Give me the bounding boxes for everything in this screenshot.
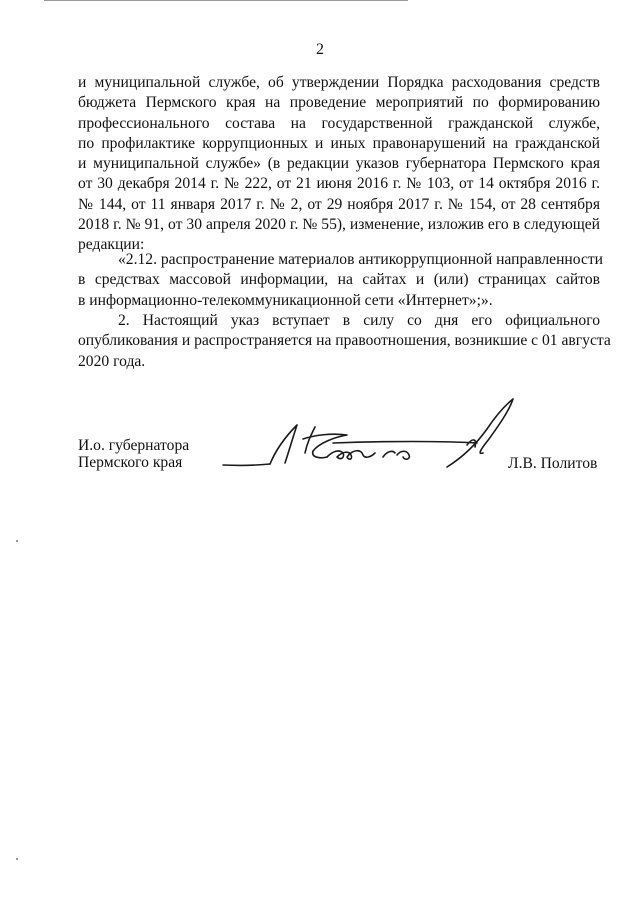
text-line: и муниципальной службе, об утверждении Порядка расходования средств	[78, 74, 600, 91]
text-line: редакции:	[78, 236, 145, 254]
text-line: 2. Настоящий указ вступает в силу со дня его официального	[118, 312, 600, 329]
position-line: И.о. губернатора	[78, 437, 190, 454]
signatory-position	[78, 437, 189, 471]
text-line: по профилактике коррупционных и иных правонарушений на гражданской	[78, 134, 600, 152]
text-line: от 30 декабря 2014 г. № 222, от 21 июня 2016 г. № 103, от 14 октября 2016 г.	[78, 175, 600, 193]
top-rule	[44, 0, 408, 1]
scan-artifact	[16, 540, 18, 542]
text-line: бюджета Пермского края на проведение мероприятий по формированию	[78, 94, 600, 112]
text-line: 2018 г. № 91, от 30 апреля 2020 г. № 55), изменение, изложив его в следующей	[78, 216, 600, 234]
text-line: в информационно-телекоммуникационной сети «Интернет»;».	[78, 291, 493, 309]
signatory-name: Л.В. Политов	[508, 455, 598, 472]
clause-two	[78, 311, 611, 372]
scan-artifact	[16, 858, 18, 860]
text-line: опубликования и распространяется на правоотношения, возникшие с 01 августа	[78, 332, 611, 350]
page-number: 2	[316, 41, 324, 58]
text-line: профессионального состава на государственной гражданской службе,	[78, 114, 600, 132]
handwritten-signature	[215, 395, 525, 475]
text-line: 2020 года.	[78, 352, 146, 370]
position-line: Пермского края	[78, 454, 183, 471]
quoted-clause	[78, 250, 604, 311]
text-line: № 144, от 11 января 2017 г. № 2, от 29 ноября 2017 г. № 154, от 28 сентября	[78, 195, 600, 213]
text-line: в средствах массовой информации, на сайтах и (или) страницах сайтов	[78, 271, 600, 289]
text-line: и муниципальной службе» (в редакции указов губернатора Пермского края	[78, 155, 600, 173]
text-line: «2.12. распространение материалов антикоррупционной направленности	[118, 251, 604, 268]
paragraph-continuation	[78, 73, 600, 256]
